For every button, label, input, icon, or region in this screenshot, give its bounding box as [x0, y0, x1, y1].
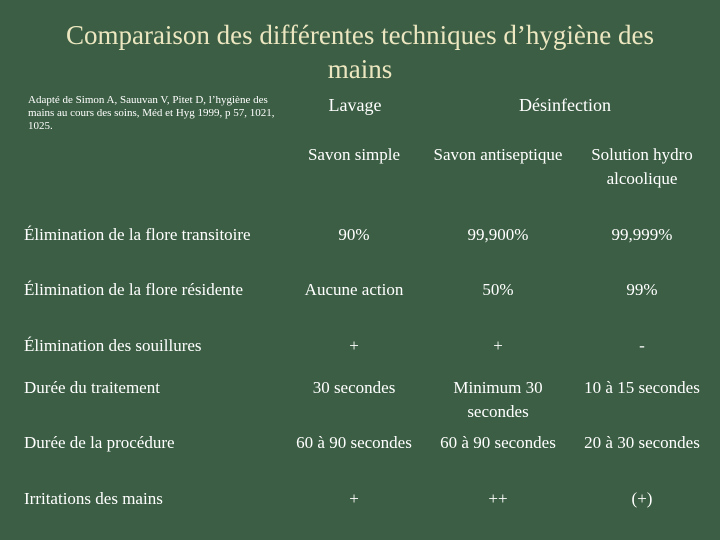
- table-row: [24, 487, 714, 531]
- table-row: [24, 278, 714, 334]
- row-label: Durée du traitement: [24, 378, 160, 397]
- source-note: Adapté de Simon A, Sauuvan V, Pitet D, l’hygiène des mains au cours des soins, Méd et Hyg 1999, p 57, 1021, 1025.: [28, 94, 275, 132]
- table-cell: 99,999%: [611, 225, 673, 244]
- table-cell: 99,900%: [467, 225, 529, 244]
- table-cell: +: [493, 336, 503, 355]
- table-cell: 60 à 90 secondes: [296, 433, 412, 452]
- table-row: [24, 431, 714, 487]
- table-cell: +: [349, 489, 359, 508]
- table-row: [24, 376, 714, 431]
- table-cell: (+): [631, 489, 653, 508]
- table-header-row: [24, 143, 714, 223]
- table-cell: Minimum 30 secondes: [453, 378, 543, 421]
- comparison-table: [24, 143, 714, 531]
- column-header: Solution hydro alcoolique: [591, 145, 693, 188]
- group-header-desinfection: Désinfection: [519, 95, 611, 115]
- column-header: Savon antiseptique: [433, 145, 563, 164]
- table-cell: 99%: [626, 280, 658, 299]
- table-cell: +: [349, 336, 359, 355]
- row-label: Élimination de la flore résidente: [24, 280, 244, 299]
- page-title: Comparaison des différentes techniques d’hygiène des mains: [65, 20, 655, 84]
- group-header-lavage: Lavage: [328, 95, 382, 115]
- table-cell: 60 à 90 secondes: [440, 433, 556, 452]
- table-cell: 90%: [338, 225, 370, 244]
- table-cell: Aucune action: [304, 280, 404, 299]
- table-row: [24, 334, 714, 376]
- column-header: Savon simple: [307, 145, 401, 164]
- row-label: Irritations des mains: [24, 489, 163, 508]
- table-cell: 20 à 30 secondes: [584, 433, 700, 452]
- row-label: Durée de la procédure: [24, 433, 175, 452]
- row-label: Élimination de la flore transitoire: [24, 225, 251, 244]
- table-row: [24, 223, 714, 278]
- header-corner: [24, 143, 282, 223]
- table-cell: -: [639, 336, 645, 355]
- table-cell: ++: [488, 489, 508, 508]
- row-label: Élimination des souillures: [24, 336, 202, 355]
- table-cell: 30 secondes: [312, 378, 396, 397]
- table-cell: 10 à 15 secondes: [584, 378, 700, 397]
- table-cell: 50%: [482, 280, 514, 299]
